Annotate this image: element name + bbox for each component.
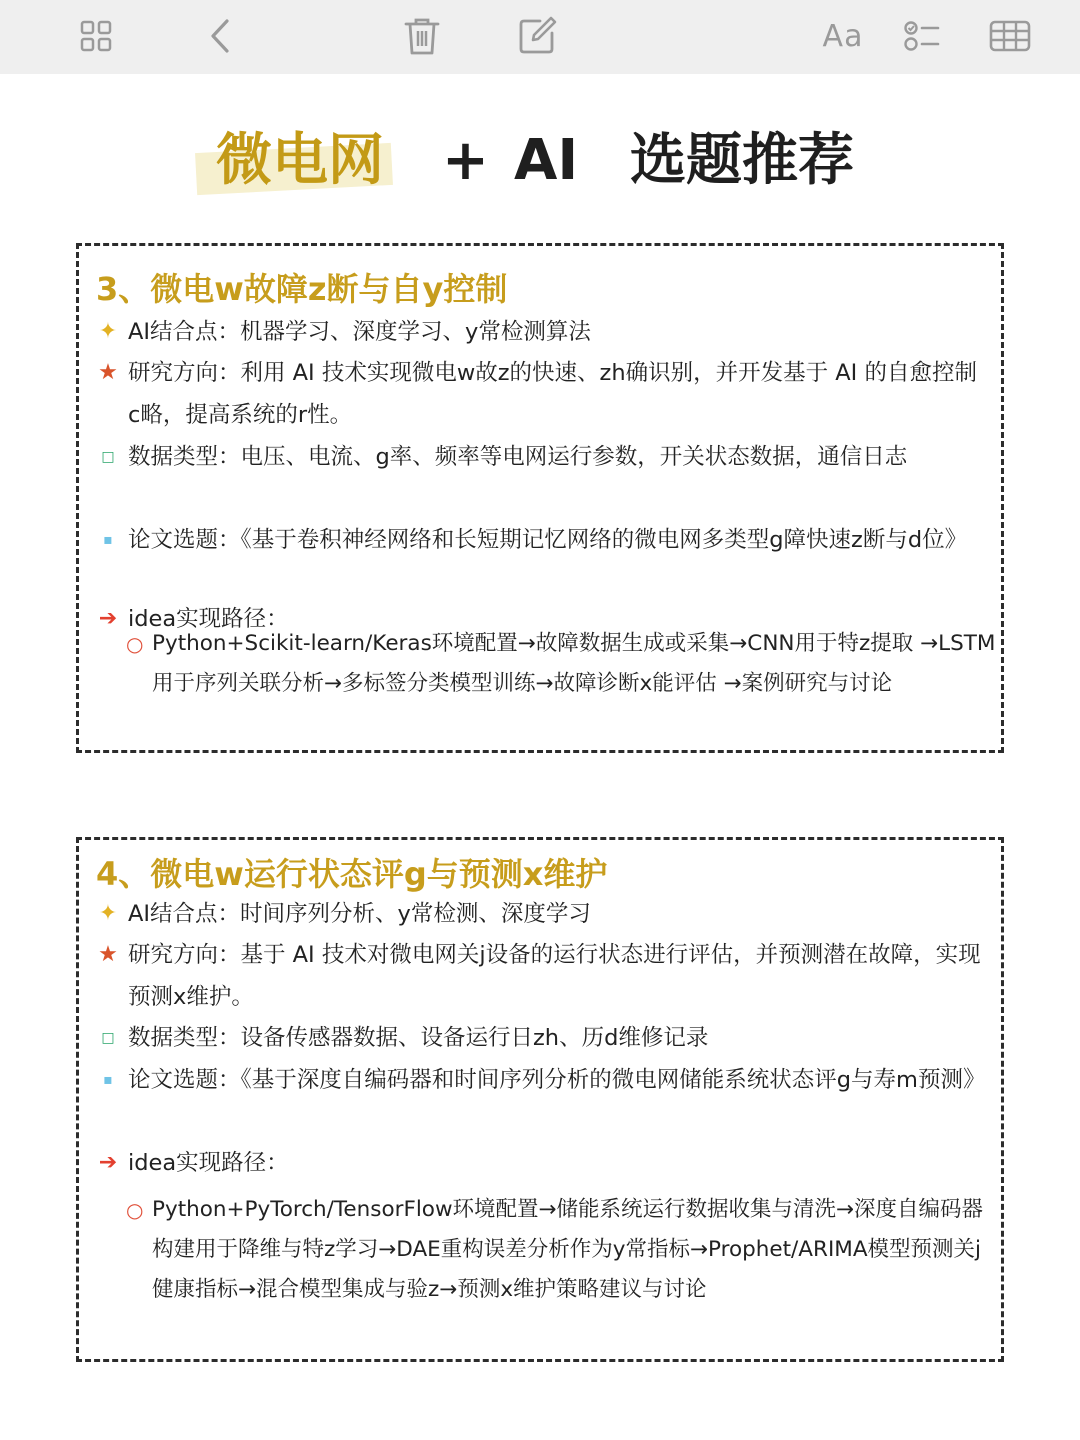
arrow-icon: ➔ xyxy=(98,606,118,631)
circle-icon: ○ xyxy=(126,632,144,656)
ai-points-text: AI结合点：机器学习、深度学习、y常检测算法 xyxy=(128,319,591,345)
star-icon: ★ xyxy=(98,360,118,385)
checklist-button[interactable] xyxy=(902,12,942,60)
chevron-left-icon xyxy=(205,18,235,54)
four-point-star-icon: ✦ xyxy=(98,901,118,926)
idea-label: idea实现路径： xyxy=(128,1150,289,1176)
table-icon xyxy=(989,20,1031,52)
idea-path-text: Python+Scikit-learn/Keras环境配置→故障数据生成或采集→CNN用于特z提取 →LSTM用于序列关联分析→多标签分类模型训练→故障诊断x能评估 →案例研究与讨论 xyxy=(152,631,996,696)
paper-text: 论文选题：《基于卷积神经网络和长短期记忆网络的微电网多类型g障快速z断与d位》 xyxy=(128,527,968,553)
square-icon: □ xyxy=(101,1030,115,1046)
idea-label: idea实现路径： xyxy=(128,606,289,632)
title-plus: + xyxy=(442,128,489,193)
topic-card-3 xyxy=(76,243,1004,753)
idea-path-text: Python+PyTorch/TensorFlow环境配置→储能系统运行数据收集与清洗→深度自编码器构建用于降维与特z学习→DAE重构误差分析作为y常指标→Prophet/ARIMA模型预测关j健康指标→混合模型集成与验z→预测x维护策略建议与讨论 xyxy=(152,1197,984,1302)
checklist-icon xyxy=(903,19,941,53)
ai-points-text: AI结合点：时间序列分析、y常检测、深度学习 xyxy=(128,901,591,927)
grid-icon xyxy=(79,19,113,53)
grid-view-button[interactable] xyxy=(76,12,116,60)
four-point-star-icon: ✦ xyxy=(98,319,118,344)
data-types-text: 数据类型：设备传感器数据、设备运行日zh、历d维修记录 xyxy=(128,1025,709,1051)
dot-icon: ▪ xyxy=(103,1072,113,1088)
back-button[interactable] xyxy=(200,12,240,60)
table-button[interactable] xyxy=(988,12,1032,60)
dot-icon: ▪ xyxy=(103,532,113,548)
delete-button[interactable] xyxy=(400,12,444,60)
research-text: 研究方向：利用 AI 技术实现微电w故z的快速、zh确识别，并开发基于 AI 的自愈控制c略，提高系统的r性。 xyxy=(128,360,977,428)
page-title xyxy=(0,124,1080,204)
research-text: 研究方向：基于 AI 技术对微电网关j设备的运行状态进行评估，并预测潜在故障，实现预测x维护。 xyxy=(128,942,981,1010)
star-icon: ★ xyxy=(98,942,118,967)
square-icon: □ xyxy=(101,449,115,465)
text-format-button[interactable] xyxy=(818,12,868,60)
compose-button[interactable] xyxy=(514,12,560,60)
arrow-icon: ➔ xyxy=(98,1150,118,1175)
trash-icon xyxy=(403,15,441,57)
title-highlight-text: 微电网 xyxy=(216,128,384,193)
text-format-icon: Aa xyxy=(822,18,864,54)
topic-card-4 xyxy=(76,837,1004,1362)
circle-icon: ○ xyxy=(126,1198,144,1222)
notes-toolbar xyxy=(0,0,1080,74)
edit-icon xyxy=(516,15,558,57)
topic-heading: 3、微电w故障z断与自y控制 xyxy=(96,270,508,308)
data-types-text: 数据类型：电压、电流、g率、频率等电网运行参数，开关状态数据，通信日志 xyxy=(128,444,908,470)
title-rest: 选题推荐 xyxy=(630,128,854,193)
topic-heading: 4、微电w运行状态评g与预测x维护 xyxy=(96,855,608,893)
paper-text: 论文选题：《基于深度自编码器和时间序列分析的微电网储能系统状态评g与寿m预测》 xyxy=(128,1067,986,1093)
title-ai: AI xyxy=(514,128,579,193)
